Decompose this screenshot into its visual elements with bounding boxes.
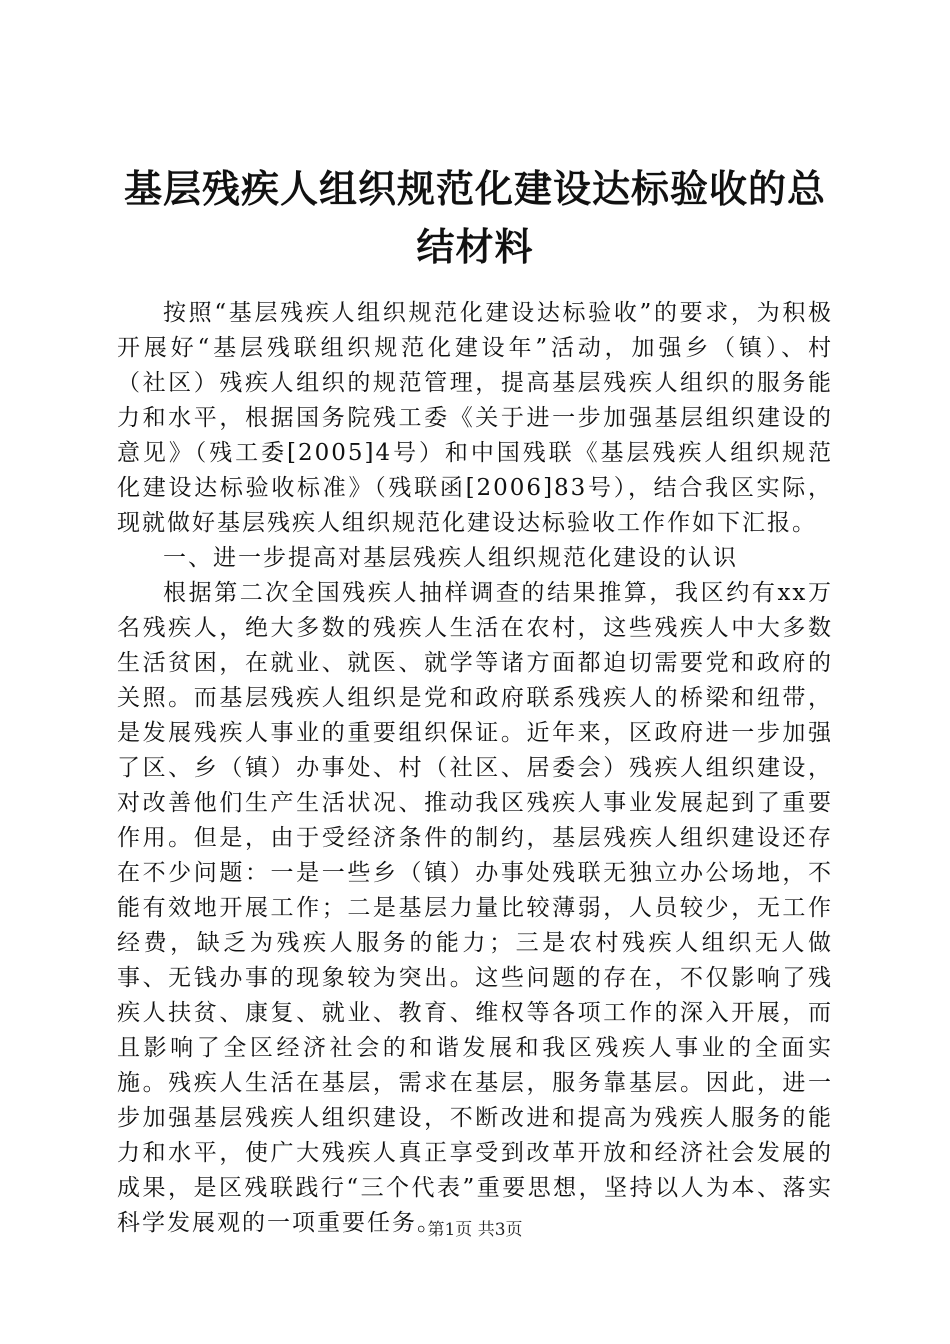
section-paragraph: 根据第二次全国残疾人抽样调查的结果推算，我区约有xx万名残疾人，绝大多数的残疾人生活在农村，这些残疾人中大多数生活贫困，在就业、就医、就学等诸方面都迫切需要党和政府的关照。而基层残疾人组织是党和政府联系残疾人的桥梁和纽带，是发展残疾人事业的重要组织保证。近年来，区政府进一步加强了区、乡（镇）办事处、村（社区、居委会）残疾人组织建设，对改善他们生产生活状况、推动我区残疾人事业发展起到了重要作用。但是，由于受经济条件的制约，基层残疾人组织建设还存在不少问题：一是一些乡（镇）办事处残联无独立办公场地，不能有效地开展工作；二是基层力量比较薄弱，人员较少，无工作经费，缺乏为残疾人服务的能力；三是农村残疾人组织无人做事、无钱办事的现象较为突出。这些问题的存在，不仅影响了残疾人扶贫、康复、就业、教育、维权等各项工作的深入开展，而且影响了全区经济社会的和谐发展和我区残疾人事业的全面实施。残疾人生活在基层，需求在基层，服务靠基层。因此，进一步加强基层残疾人组织建设，不断改进和提高为残疾人服务的能力和水平，使广大残疾人真正享受到改革开放和经济社会发展的成果，是区残联践行“三个代表”重要思想，坚持以人为本、落实科学发展观的一项重要任务。 xyxy=(117,580,833,1236)
intro-paragraph: 按照“基层残疾人组织规范化建设达标验收”的要求，为积极开展好“基层残联组织规范化建设年”活动，加强乡（镇）、村（社区）残疾人组织的规范管理，提高基层残疾人组织的服务能力和水平，根据国务院残工委《关于进一步加强基层组织建设的意见》（残工委[2005]4号）和中国残联《基层残疾人组织规范化建设达标验收标准》（残联函[2006]83号），结合我区实际，现就做好基层残疾人组织规范化建设达标验收工作作如下汇报。 xyxy=(117,300,833,536)
section-heading: 一、进一步提高对基层残疾人组织规范化建设的认识 xyxy=(163,545,738,571)
document-body xyxy=(117,296,833,1241)
page-number: 第1页 共3页 xyxy=(427,1220,523,1240)
document-title: 基层残疾人组织规范化建设达标验收的总结材料 xyxy=(123,166,826,269)
